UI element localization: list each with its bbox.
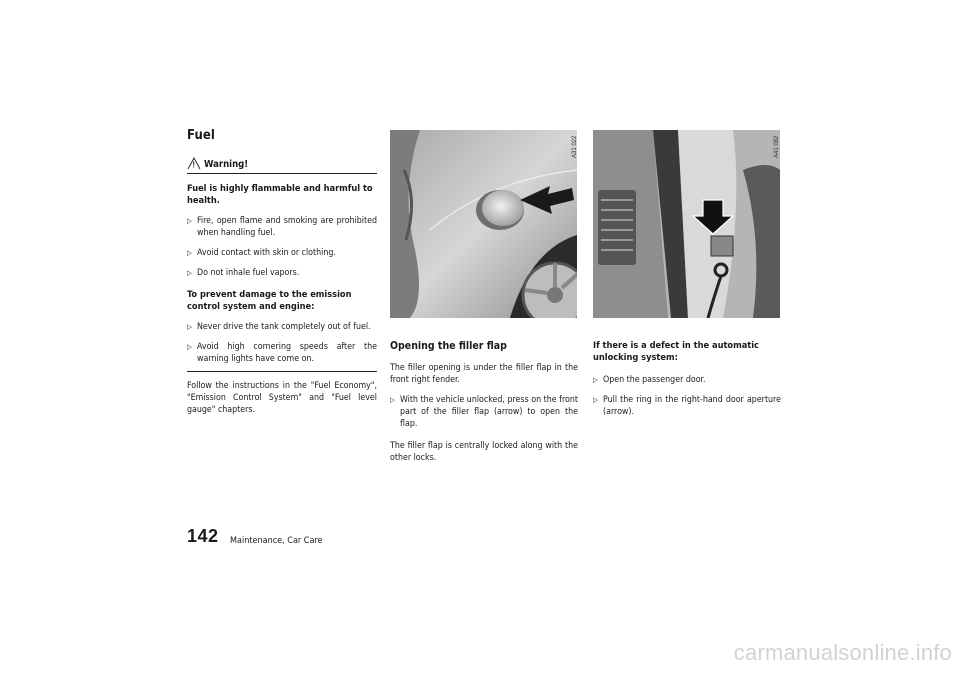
filler-flap-intro: The filler opening is under the filler flap in the front right fender. — [390, 363, 578, 385]
bullet-arrow-icon: ▷ — [593, 396, 598, 404]
warning-icon — [187, 157, 201, 170]
filler-flap-section — [390, 340, 578, 464]
page-number: 142 — [187, 526, 219, 546]
list-item: ▷ Never drive the tank completely out of fuel. — [187, 322, 371, 332]
list-item: ▷ With the vehicle unlocked, press on the front part of the filler flap (arrow) to open the flap. — [390, 395, 578, 429]
bullet-arrow-icon: ▷ — [390, 396, 395, 404]
list-item: ▷ Fire, open flame and smoking are prohibited when handling fuel. — [187, 216, 377, 238]
bullet-arrow-icon: ▷ — [187, 323, 192, 331]
follow-text: Follow the instructions in the "Fuel Economy", "Emission Control System" and "Fuel level gauge" chapters. — [187, 381, 377, 415]
fuel-section — [187, 128, 377, 416]
filler-flap-illustration — [390, 130, 577, 318]
bullet-arrow-icon: ▷ — [187, 343, 192, 351]
filler-flap-note: The filler flap is centrally locked along with the other locks. — [390, 441, 578, 463]
filler-flap-photo — [390, 130, 577, 318]
photo-code: A41 082 — [774, 135, 780, 158]
warning-header — [187, 157, 377, 174]
page-section: Maintenance, Car Care — [230, 536, 323, 546]
divider — [187, 371, 377, 372]
watermark: carmanualsonline.info — [733, 640, 952, 665]
warning-text: Fuel is highly flammable and harmful to health. — [187, 183, 373, 206]
list-item: ▷ Do not inhale fuel vapors. — [187, 268, 300, 278]
defect-heading: If there is a defect in the automatic unlocking system: — [593, 340, 759, 363]
damage-heading: To prevent damage to the emission control system and engine: — [187, 289, 352, 312]
filler-flap-title: Opening the filler flap — [390, 340, 507, 352]
bullet-arrow-icon: ▷ — [187, 269, 192, 277]
bullet-arrow-icon: ▷ — [187, 249, 192, 257]
fuel-title: Fuel — [187, 128, 216, 143]
svg-text:!: ! — [192, 160, 196, 170]
bullet-arrow-icon: ▷ — [593, 376, 598, 384]
bullet-arrow-icon: ▷ — [187, 217, 192, 225]
list-item: ▷ Pull the ring in the right-hand door aperture (arrow). — [593, 395, 781, 417]
list-item: ▷ Avoid high cornering speeds after the warning lights have come on. — [187, 342, 377, 364]
warning-label: Warning! — [204, 159, 249, 170]
photo-code: A31 022 — [572, 135, 578, 158]
list-item: ▷ Avoid contact with skin or clothing. — [187, 248, 336, 258]
door-aperture-illustration — [593, 130, 780, 318]
defect-section — [593, 340, 781, 418]
door-aperture-photo — [593, 130, 780, 318]
list-item: ▷ Open the passenger door. — [593, 375, 706, 385]
